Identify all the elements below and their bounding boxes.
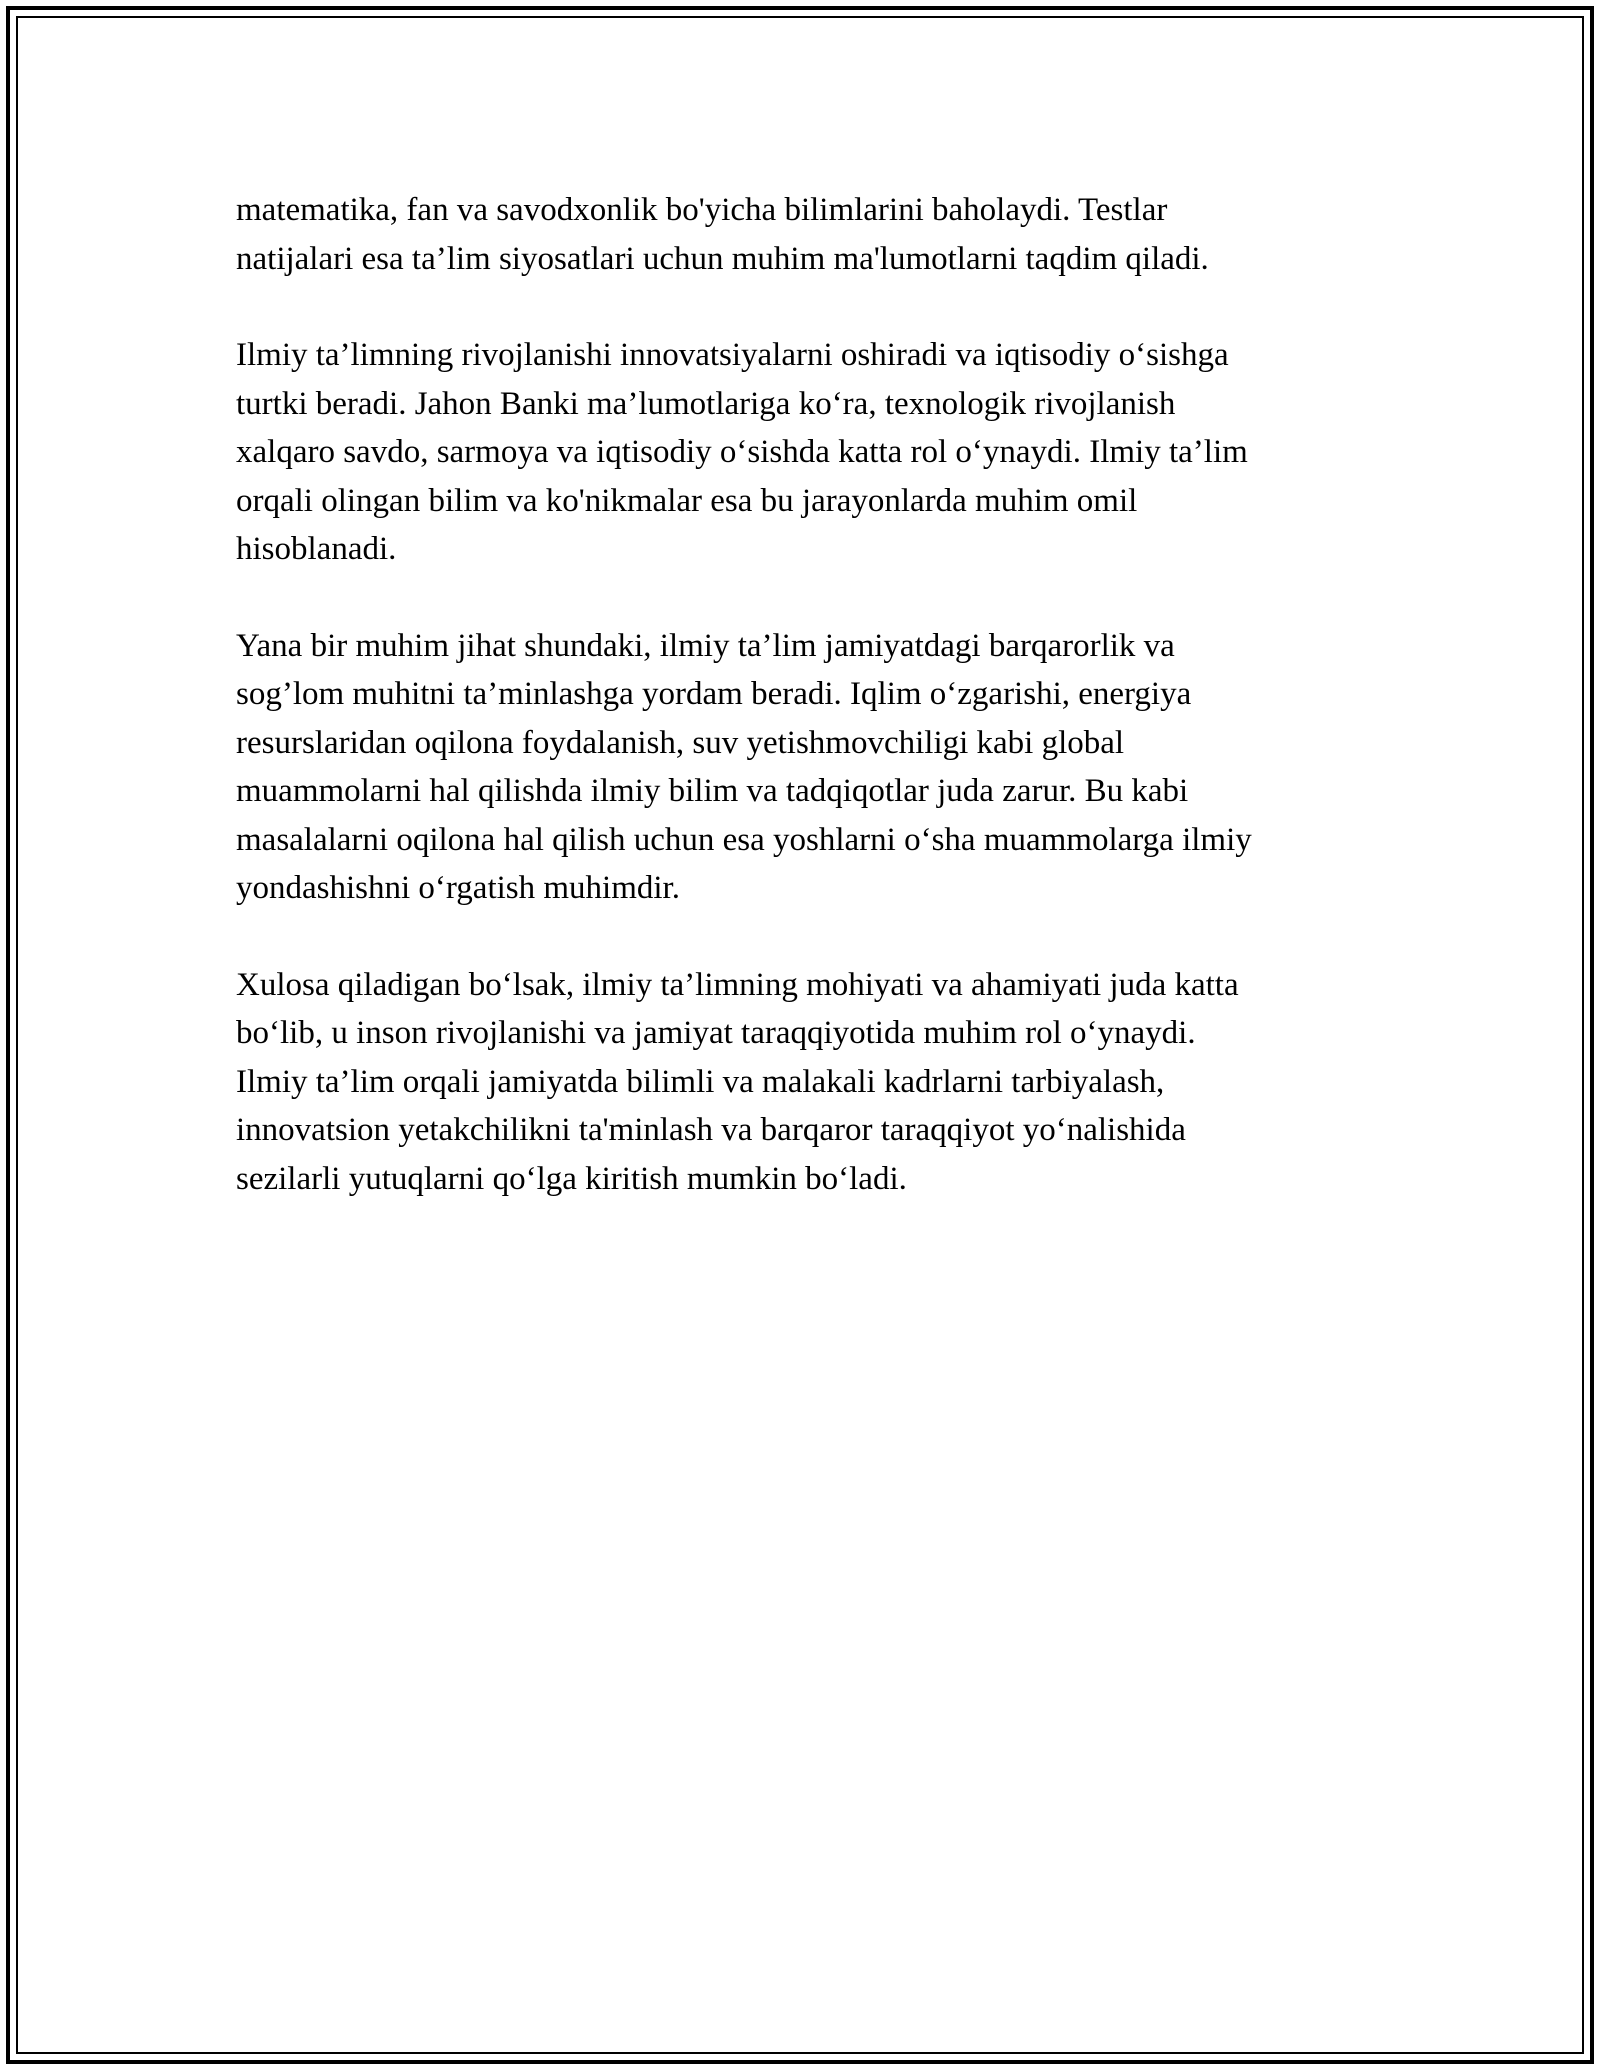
text-line: bo‘lib, u inson rivojlanishi va jamiyat taraqqiyotida muhim rol o‘ynaydi. [236, 1015, 1196, 1051]
text-line: matematika, fan va savodxonlik bo'yicha bilimlarini baholaydi. Testlar [236, 192, 1168, 228]
paragraph-1 [236, 186, 1406, 283]
text-line: xalqaro savdo, sarmoya va iqtisodiy o‘sishda katta rol o‘ynaydi. Ilmiy ta’lim [236, 434, 1248, 470]
text-line: Ilmiy ta’limning rivojlanishi innovatsiyalarni oshiradi va iqtisodiy o‘sishga [236, 337, 1229, 373]
text-line: turtki beradi. Jahon Banki ma’lumotlariga ko‘ra, texnologik rivojlanish [236, 385, 1176, 422]
text-line: yondashishni o‘rgatish muhimdir. [236, 870, 680, 906]
paragraph-3 [236, 622, 1406, 913]
paragraph-2 [236, 331, 1406, 574]
text-line: Ilmiy ta’lim orqali jamiyatda bilimli va malakali kadrlarni tarbiyalash, [236, 1063, 1165, 1100]
text-line: muammolarni hal qilishda ilmiy bilim va tadqiqotlar juda zarur. Bu kabi [236, 773, 1189, 809]
text-line: masalalarni oqilona hal qilish uchun esa yoshlarni o‘sha muammolarga ilmiy [236, 821, 1252, 858]
text-line: sezilarli yutuqlarni qo‘lga kiritish mumkin bo‘ladi. [236, 1160, 907, 1197]
text-line: orqali olingan bilim va ko'nikmalar esa bu jarayonlarda muhim omil [236, 482, 1138, 519]
text-line: Xulosa qiladigan bo‘lsak, ilmiy ta’limning mohiyati va ahamiyati juda katta [236, 966, 1239, 1003]
text-line: natijalari esa ta’lim siyosatlari uchun muhim ma'lumotlarni taqdim qiladi. [236, 240, 1209, 277]
text-line: resurslaridan oqilona foydalanish, suv yetishmovchiligi kabi global [236, 724, 1125, 761]
document-body [236, 186, 1406, 1251]
text-line: sog’lom muhitni ta’minlashga yordam beradi. Iqlim o‘zgarishi, energiya [236, 676, 1192, 712]
paragraph-4 [236, 961, 1406, 1204]
text-line: innovatsion yetakchilikni ta'minlash va barqaror taraqqiyot yo‘nalishida [236, 1112, 1186, 1148]
text-line: Yana bir muhim jihat shundaki, ilmiy ta’lim jamiyatdagi barqarorlik va [236, 627, 1175, 664]
text-line: hisoblanadi. [236, 531, 397, 567]
